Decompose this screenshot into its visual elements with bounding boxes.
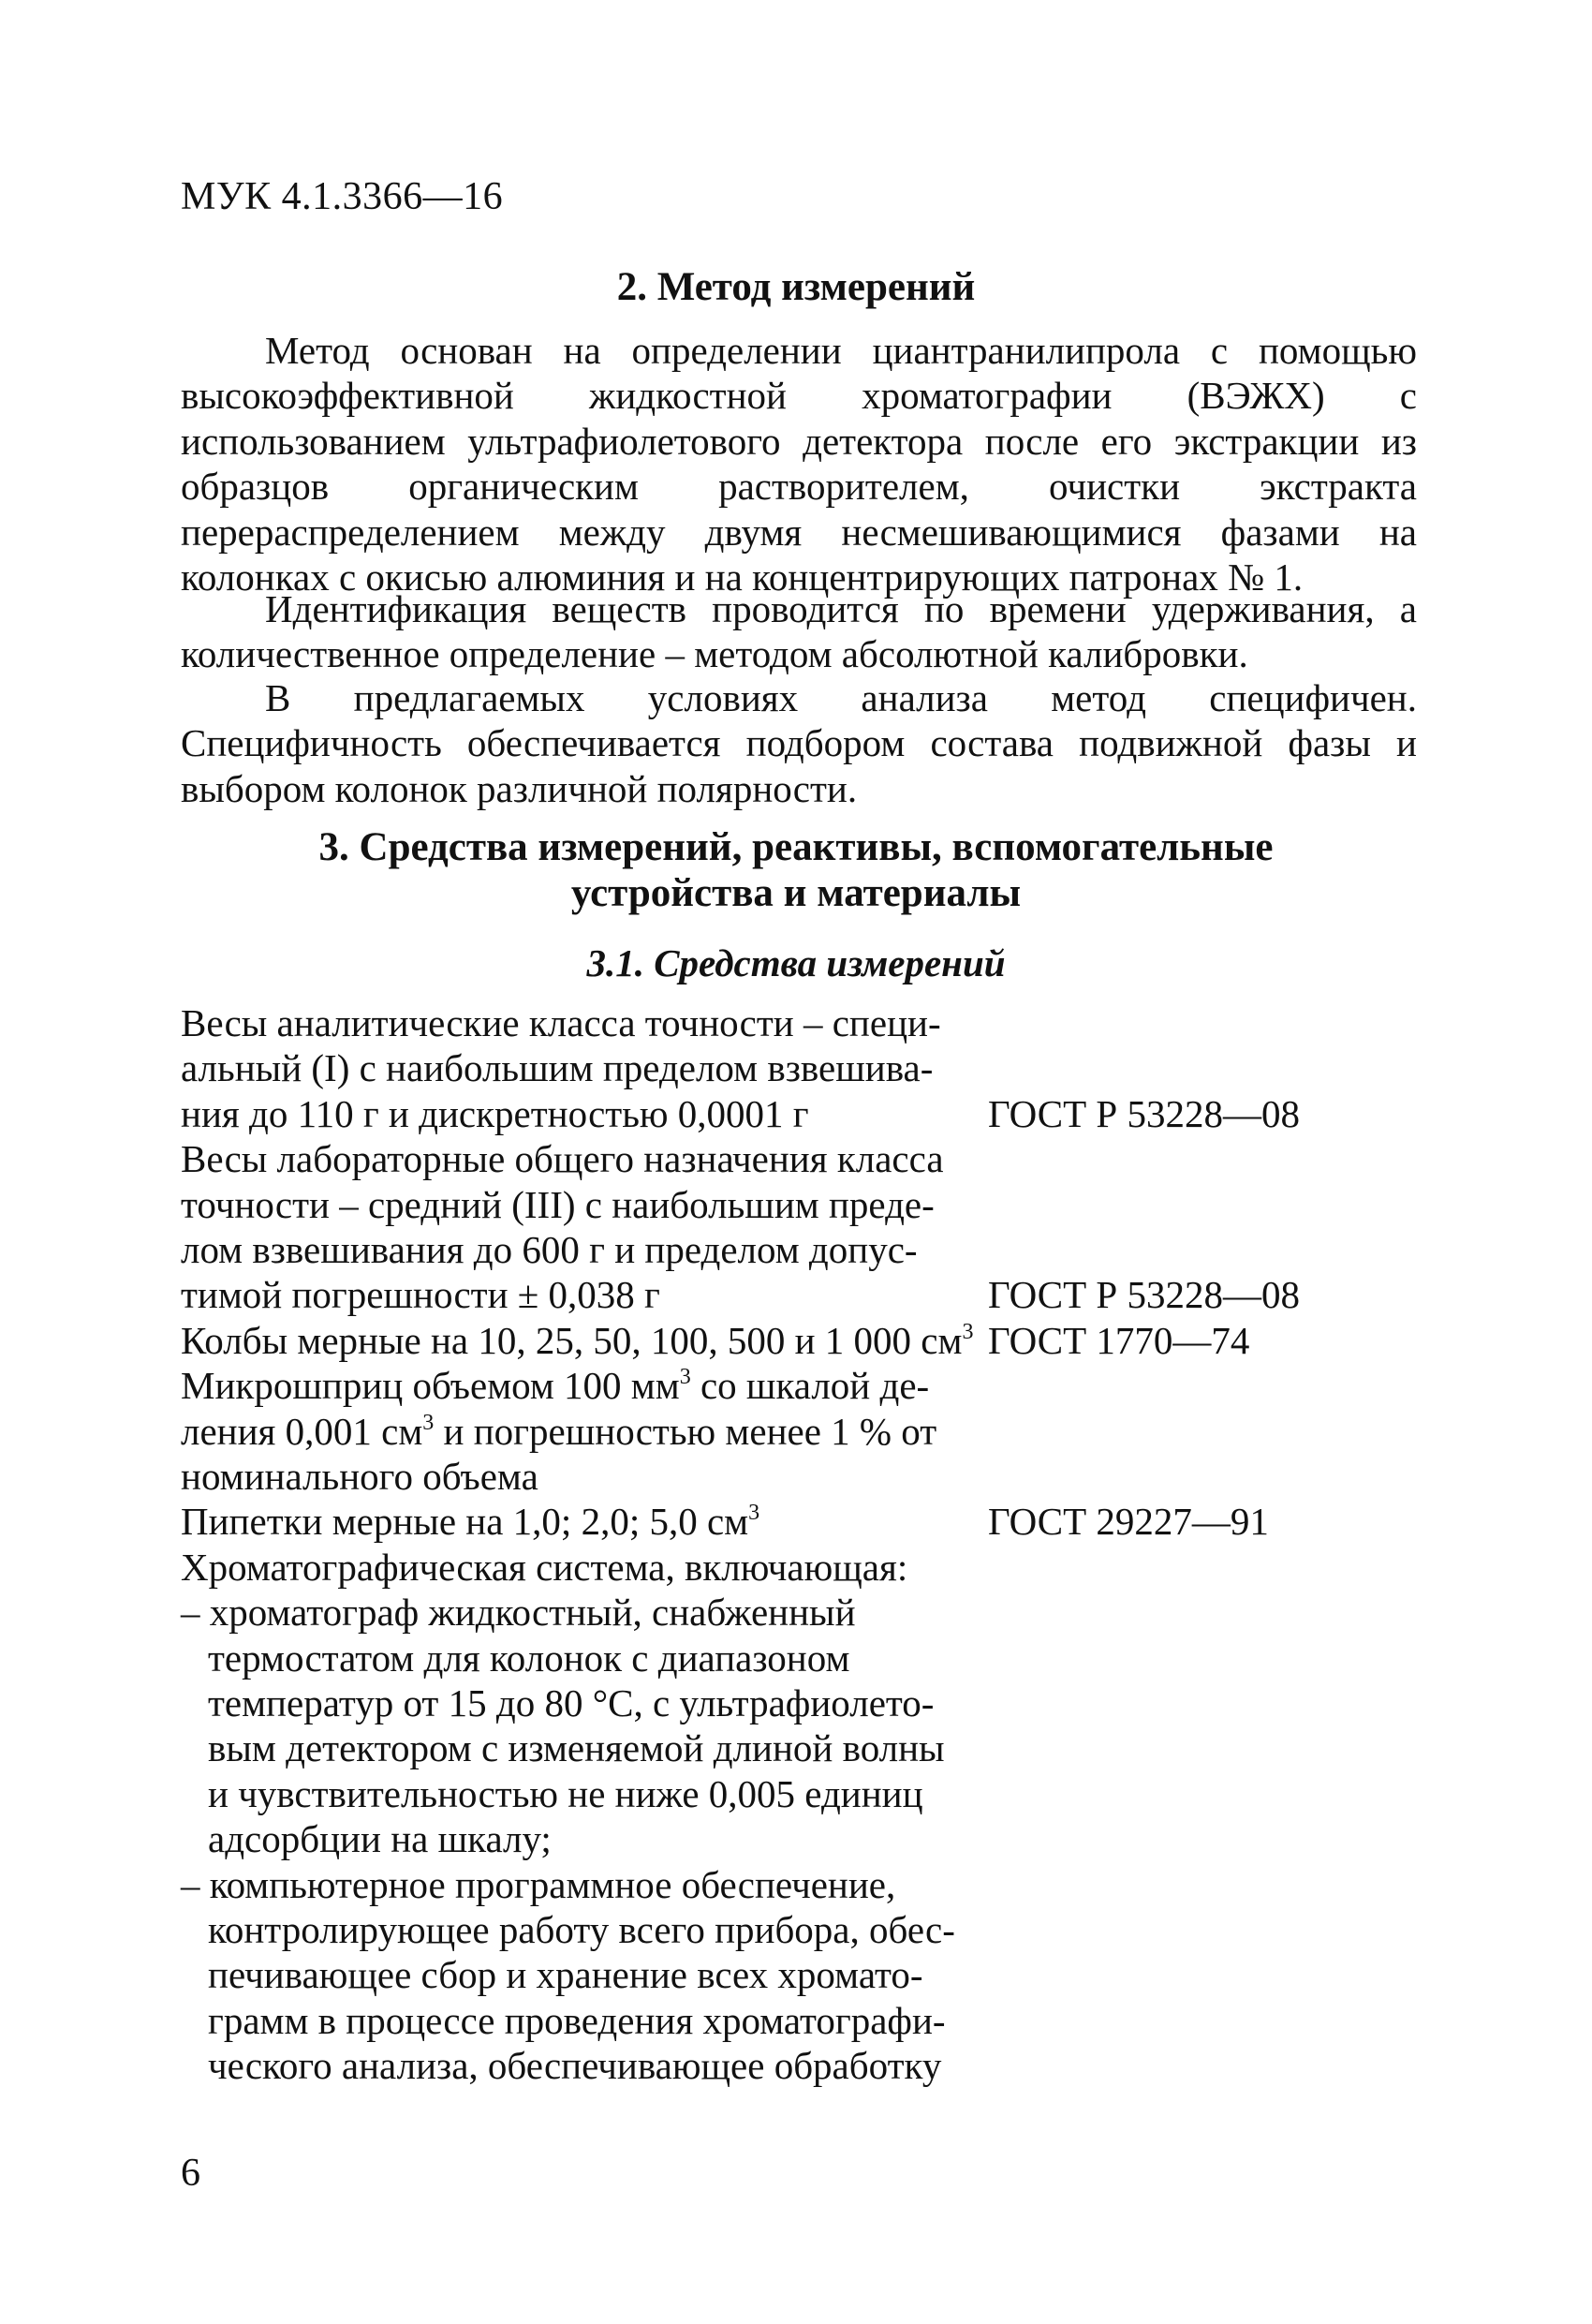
page-number: 6 — [181, 2152, 200, 2195]
standard-reference: ГОСТ Р 53228—08 — [988, 1091, 1300, 1135]
instrument-description — [181, 1454, 538, 1499]
instrument-text: ления 0,001 см — [181, 1409, 423, 1453]
instrument-text: грамм в процессе проведения хроматографи- — [208, 1998, 946, 2042]
instrument-description — [208, 1680, 934, 1725]
instrument-line — [0, 2043, 1592, 2089]
standard-reference: ГОСТ Р 53228—08 — [988, 1273, 1300, 1317]
section-2-paragraph-3: В предлагаемых условиях анализа метод специфичен. Специфичность обеспечивается подбором состава подвижной фазы и выбором колонок различной полярности. — [181, 676, 1417, 810]
instrument-text: ния до 110 г и дискретностью 0,0001 г — [181, 1091, 809, 1135]
subsection-3-1-heading: 3.1. Средства измерений — [586, 941, 1006, 984]
instrument-line — [0, 1136, 1592, 1182]
instrument-description — [181, 1000, 941, 1045]
instrument-description — [208, 1771, 923, 1816]
instrument-line — [0, 1680, 1592, 1726]
instrument-text: точности – средний (III) с наибольшим преде- — [181, 1182, 935, 1226]
instrument-description — [181, 1227, 918, 1272]
instrument-line — [0, 1862, 1592, 1908]
instrument-line — [0, 1182, 1592, 1228]
instrument-text: ческого анализа, обеспечивающее обработку — [208, 2044, 942, 2088]
instrument-description — [181, 1590, 856, 1635]
standard-reference: ГОСТ 29227—91 — [988, 1500, 1269, 1544]
instrument-description — [208, 1907, 955, 1952]
instrument-text: контролирующее работу всего прибора, обес- — [208, 1908, 955, 1951]
instrument-line — [0, 1227, 1592, 1273]
instrument-line — [0, 1952, 1592, 1998]
instrument-text: температур от 15 до 80 °С, с ультрафиолето- — [208, 1681, 935, 1724]
instrument-text: тимой погрешности ± 0,038 г — [181, 1273, 660, 1317]
section-2-heading: 2. Метод измерений — [616, 265, 976, 309]
instrument-line — [0, 1091, 1592, 1137]
superscript-unit: 3 — [962, 1319, 974, 1344]
instrument-text: – компьютерное программное обеспечение, — [181, 1862, 896, 1906]
instrument-text: адсорбции на шкалу; — [208, 1817, 552, 1861]
instrument-text: печивающее сбор и хранение всех хромато- — [208, 1953, 923, 1997]
instrument-line — [0, 1363, 1592, 1409]
instrument-description — [181, 1182, 935, 1227]
instrument-description — [181, 1499, 759, 1544]
instrument-text: Весы аналитические класса точности – специ- — [181, 1001, 941, 1044]
instrument-description — [181, 1091, 809, 1136]
instrument-description — [181, 1045, 933, 1090]
instrument-text: Микрошприц объемом 100 мм — [181, 1364, 680, 1408]
instrument-text: Колбы мерные на 10, 25, 50, 100, 500 и 1 000 см — [181, 1318, 963, 1362]
instrument-text: альный (I) с наибольшим пределом взвешива- — [181, 1046, 934, 1090]
instrument-description — [181, 1363, 929, 1408]
instrument-description — [208, 1952, 923, 1997]
instrument-text: Хроматографическая система, включающая: — [181, 1545, 908, 1589]
instrument-description — [181, 1272, 660, 1317]
instrument-description — [208, 1998, 946, 2043]
instrument-line — [0, 1998, 1592, 2044]
instrument-description — [208, 1725, 945, 1770]
instrument-description — [208, 1636, 849, 1680]
instrument-text-continued: со шкалой де- — [690, 1364, 930, 1408]
section-3-heading-line-1: 3. Средства измерений, реактивы, вспомогательные — [318, 825, 1274, 869]
superscript-unit: 3 — [422, 1410, 435, 1435]
instrument-text: вым детектором с изменяемой длиной волны — [208, 1726, 945, 1770]
instrument-text: Весы лабораторные общего назначения класса — [181, 1137, 944, 1181]
instrument-text: термостатом для колонок с диапазоном — [208, 1636, 850, 1680]
superscript-unit: 3 — [679, 1365, 691, 1390]
instrument-line — [0, 1907, 1592, 1953]
document-code-header: МУК 4.1.3366—16 — [181, 175, 504, 218]
instrument-line — [0, 1816, 1592, 1862]
instrument-description — [181, 1862, 895, 1907]
instrument-text-continued: и погрешностью менее 1 % от — [434, 1409, 937, 1453]
standard-reference: ГОСТ 1770—74 — [988, 1318, 1250, 1362]
instrument-text: номинального объема — [181, 1455, 538, 1498]
section-2-paragraph-2: Идентификация веществ проводится по времени удерживания, а количественное определение – методом абсолютной калибровки. — [181, 587, 1417, 676]
instrument-description — [208, 2043, 941, 2088]
instrument-text: и чувствительностью не ниже 0,005 единиц — [208, 1771, 923, 1815]
instrument-line — [0, 1725, 1592, 1771]
instrument-line — [0, 1272, 1592, 1318]
instrument-description — [208, 1816, 552, 1861]
instrument-line — [0, 1454, 1592, 1500]
instrument-line — [0, 1545, 1592, 1591]
instrument-line — [0, 1000, 1592, 1046]
instrument-description — [181, 1409, 936, 1454]
section-2-paragraph-1: Метод основан на определении циантранилипрола с помощью высокоэффективной жидкостной хроматографии (ВЭЖХ) с использованием ультрафиолетового детектора после его экстракции из образцов органическим растворителем, очистки экстракта перераспределением между двумя несмешивающимися фазами на колонках с окисью алюминия и на концентрирующих патронах № 1. — [181, 329, 1417, 600]
instrument-line — [0, 1045, 1592, 1091]
instrument-description — [181, 1545, 907, 1590]
instrument-line — [0, 1590, 1592, 1636]
instrument-line — [0, 1318, 1592, 1364]
instrument-line — [0, 1771, 1592, 1817]
instrument-text: лом взвешивания до 600 г и пределом допус- — [181, 1228, 918, 1271]
instrument-text: Пипетки мерные на 1,0; 2,0; 5,0 см — [181, 1500, 749, 1544]
superscript-unit: 3 — [748, 1501, 760, 1526]
instrument-description — [181, 1318, 973, 1363]
instrument-text: – хроматограф жидкостный, снабженный — [181, 1591, 856, 1635]
instrument-line — [0, 1409, 1592, 1455]
section-3-heading-line-2: устройства и материалы — [570, 871, 1022, 915]
instrument-line — [0, 1636, 1592, 1681]
instrument-description — [181, 1136, 944, 1181]
instrument-line — [0, 1499, 1592, 1545]
